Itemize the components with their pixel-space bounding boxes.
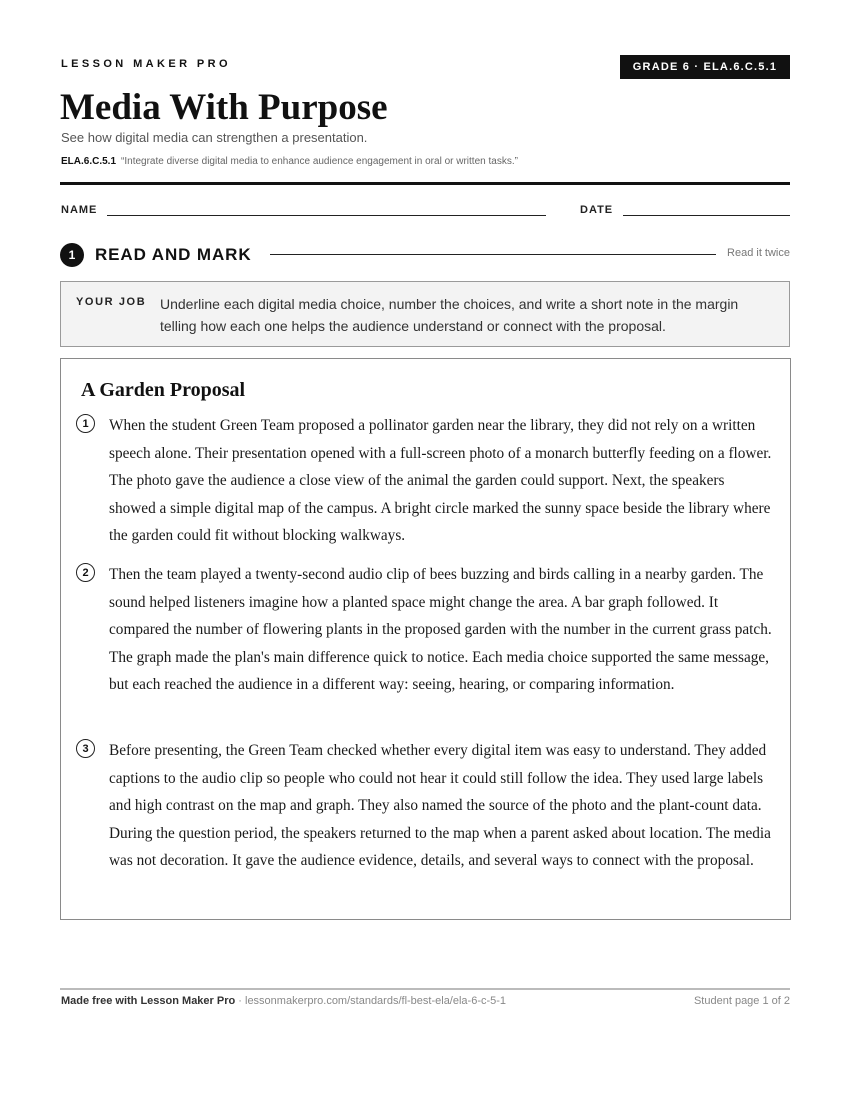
standard-code: ELA.6.C.5.1 bbox=[61, 156, 117, 167]
section-title: READ AND MARK bbox=[95, 245, 252, 264]
footer-separator: · bbox=[235, 995, 245, 1007]
name-field[interactable] bbox=[107, 215, 546, 216]
section-note: Read it twice bbox=[727, 247, 790, 259]
reading-passage bbox=[60, 358, 791, 920]
footer-page-number: Student page 1 of 2 bbox=[693, 995, 790, 1007]
passage-title: A Garden Proposal bbox=[81, 379, 246, 401]
job-label: YOUR JOB bbox=[76, 296, 147, 308]
paragraph-number: 1 bbox=[76, 414, 95, 433]
date-field[interactable] bbox=[623, 215, 790, 216]
footer-url[interactable]: lessonmakerpro.com/standards/fl-best-ela/ela-6-c-5-1 bbox=[245, 995, 507, 1007]
paragraph-number: 2 bbox=[76, 563, 95, 582]
brand-name: LESSON MAKER PRO bbox=[61, 58, 231, 70]
footer-divider bbox=[60, 988, 790, 990]
name-label: NAME bbox=[61, 204, 98, 216]
standard-text: “Integrate diverse digital media to enhance audience engagement in oral or written tasks.” bbox=[121, 156, 518, 167]
job-text: Underline each digital media choice, number the choices, and write a short note in the margin telling how each one helps the audience understand or connect with the proposal. bbox=[160, 296, 739, 334]
grade-badge: GRADE 6 · ELA.6.C.5.1 bbox=[620, 55, 790, 79]
job-instructions-box bbox=[60, 281, 790, 347]
header-divider bbox=[60, 182, 790, 185]
section-number: 1 bbox=[60, 243, 84, 267]
standard-line bbox=[61, 156, 518, 167]
page-subtitle: See how digital media can strengthen a presentation. bbox=[61, 130, 368, 145]
date-label: DATE bbox=[580, 204, 614, 216]
passage-paragraph: When the student Green Team proposed a pollinator garden near the library, they did not rely on a written speech alone. Their presentation opened with a full-screen photo of a monarch butterfly feeding on a flower. The photo gave the audience a close view of the animal the garden could support. Next, the speakers showed a simple digital map of the campus. A bright circle marked the sunny space beside the library where the garden could fit without blocking walkways. bbox=[109, 417, 772, 544]
footer-credit bbox=[61, 995, 506, 1007]
passage-paragraph: Before presenting, the Green Team checked whether every digital item was easy to understand. They added captions to the audio clip so people who could not hear it could still follow the idea. They used large labels and high contrast on the map and graph. They also named the source of the photo and the plant-count data. During the question period, the speakers returned to the map when a parent asked about location. The media was not decoration. It gave the audience evidence, details, and several ways to connect with the proposal. bbox=[109, 742, 771, 869]
section-divider bbox=[270, 254, 716, 255]
passage-paragraph: Then the team played a twenty-second audio clip of bees buzzing and birds calling in a nearby garden. The sound helped listeners imagine how a planted space might change the area. A bar graph followed. It compared the number of flowering plants in the proposed garden with the number in the current grass patch. The graph made the plan's main difference quick to notice. Each media choice supported the same message, but each reached the audience in a different way: seeing, hearing, or comparing information. bbox=[109, 566, 772, 693]
footer-made-with: Made free with Lesson Maker Pro bbox=[61, 995, 236, 1007]
section-header bbox=[60, 243, 790, 267]
page-title: Media With Purpose bbox=[60, 87, 388, 128]
paragraph-number: 3 bbox=[76, 739, 95, 758]
